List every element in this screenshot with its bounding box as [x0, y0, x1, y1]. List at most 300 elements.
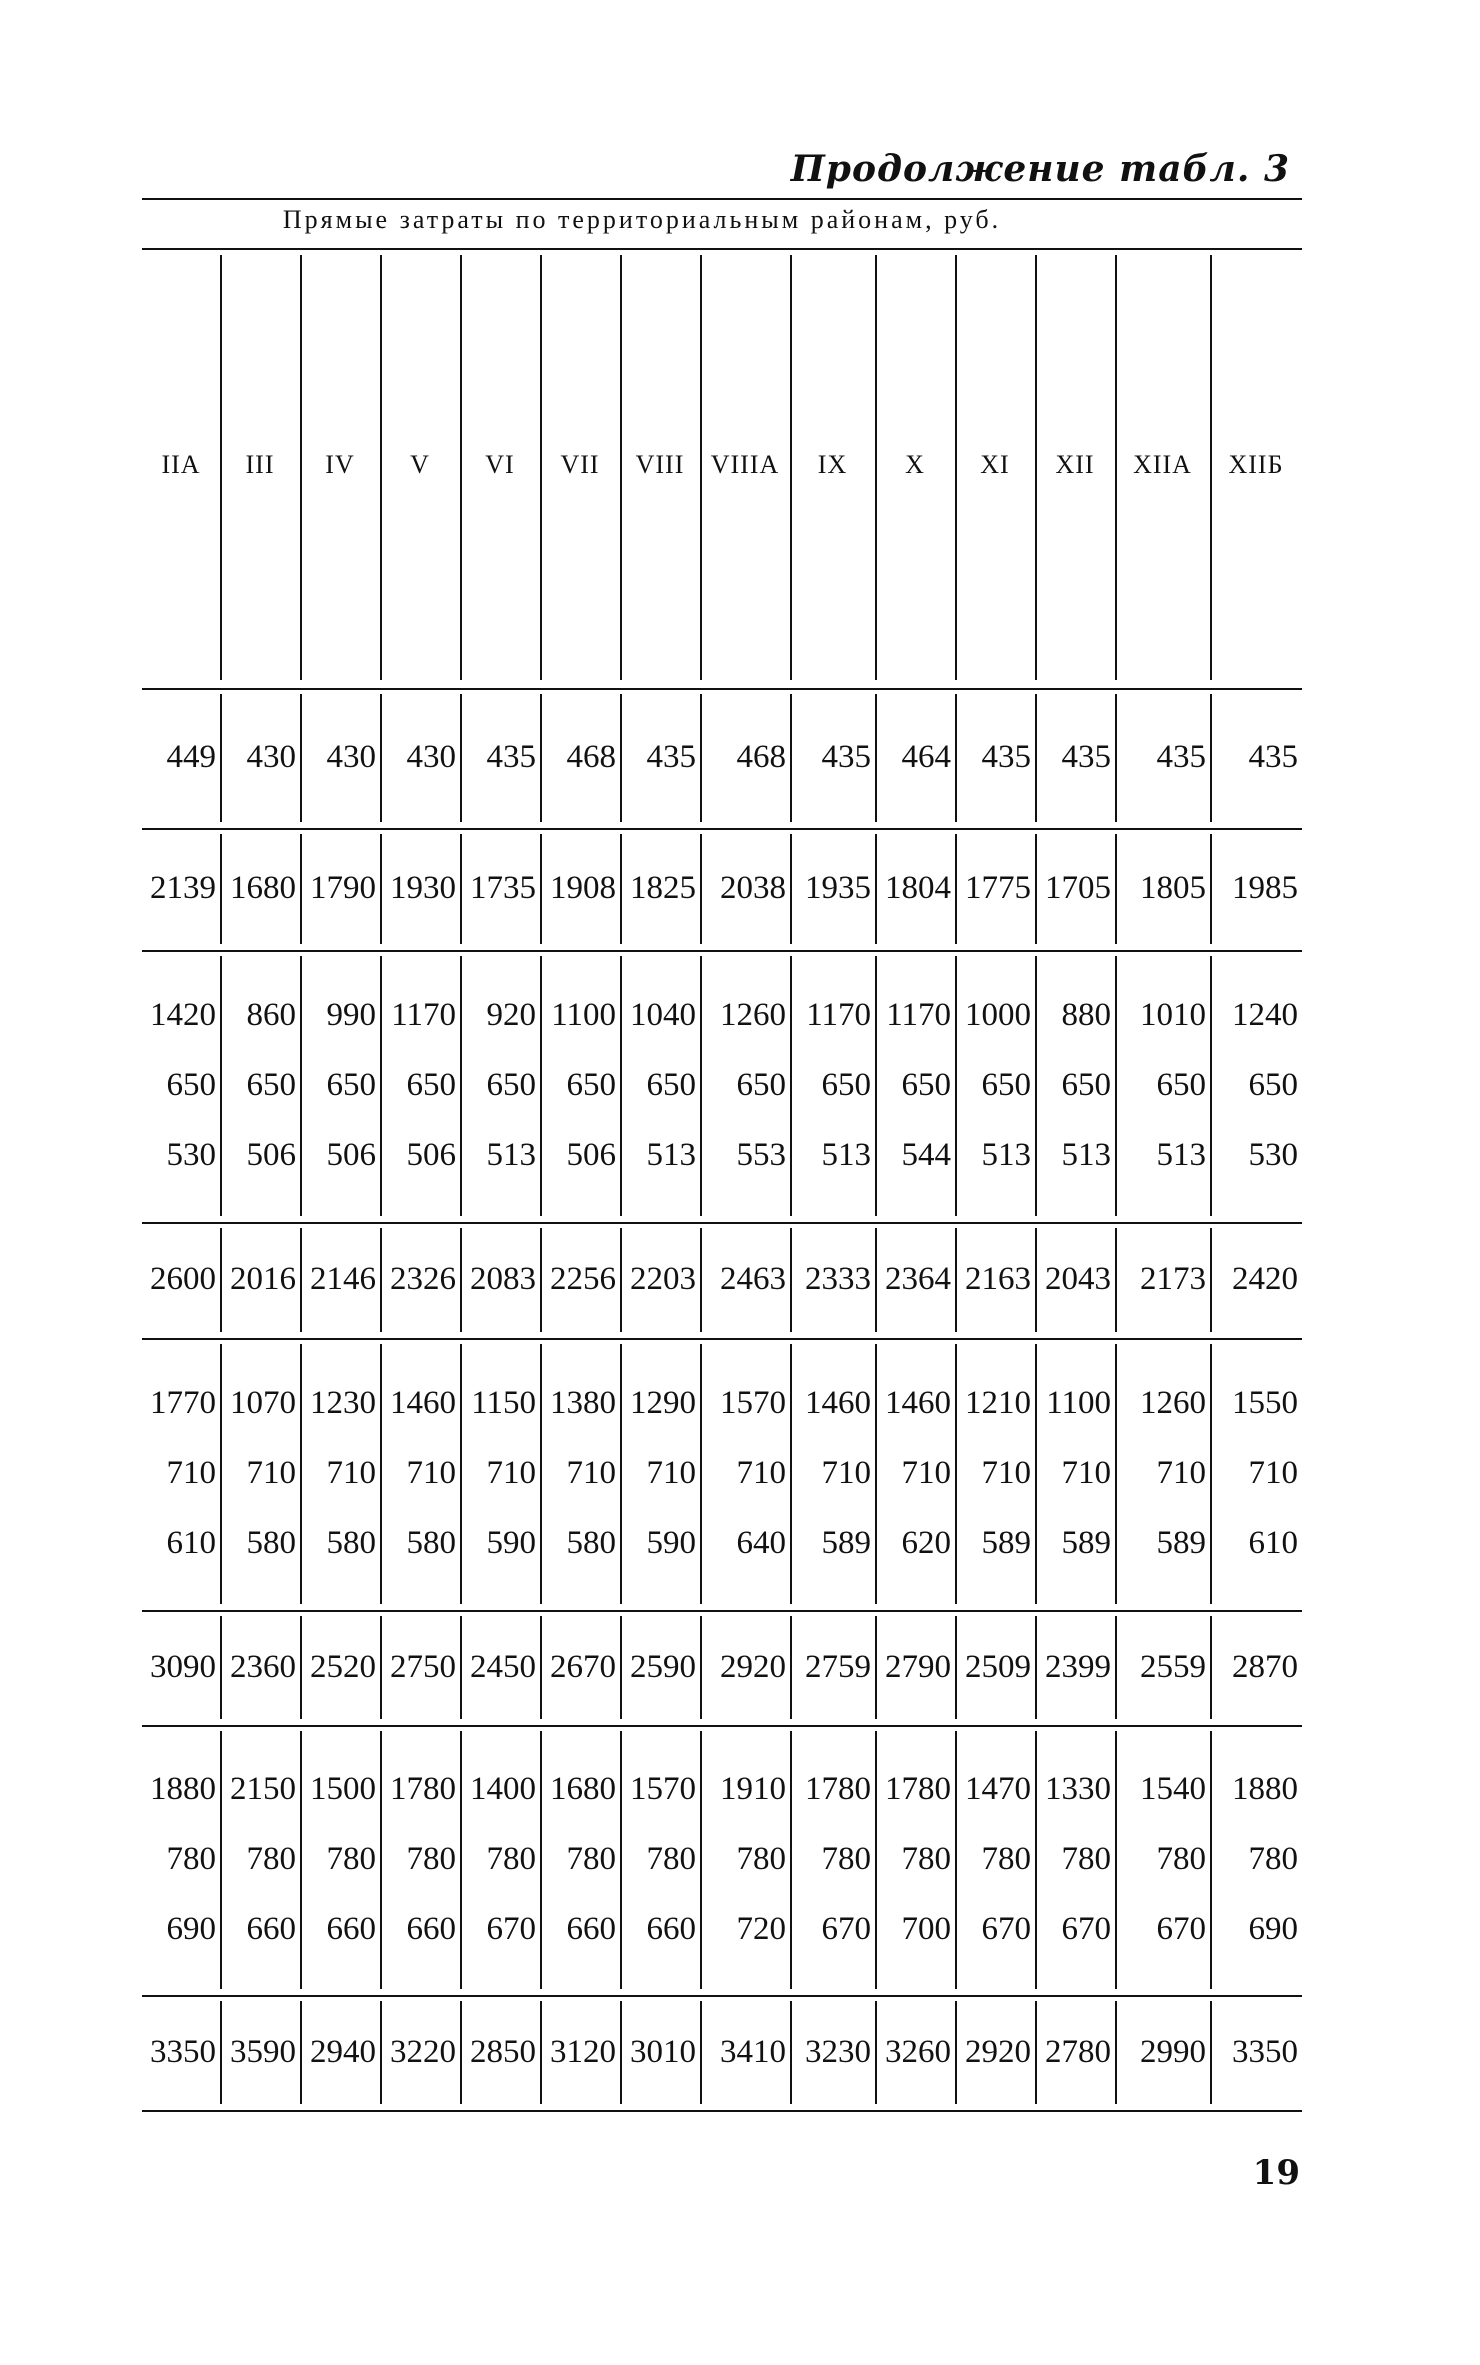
table-cell: 1790	[310, 870, 376, 906]
table-cell: 589	[821, 1525, 871, 1561]
table-cell: 650	[166, 1067, 216, 1103]
table-cell: 1470	[965, 1771, 1031, 1807]
table-cell: 670	[1061, 1911, 1111, 1947]
table-cell: 435	[1061, 739, 1111, 775]
table-cell: 1400	[470, 1771, 536, 1807]
header-bottom-rule	[142, 688, 1302, 690]
table-cell: 710	[406, 1455, 456, 1491]
column-divider	[460, 956, 462, 1216]
column-divider	[955, 1731, 957, 1989]
table-cell: 660	[566, 1911, 616, 1947]
column-divider	[460, 1616, 462, 1719]
column-divider	[460, 1228, 462, 1332]
table-cell: 468	[736, 739, 786, 775]
table-cell: 780	[646, 1841, 696, 1877]
table-cell: 513	[821, 1137, 871, 1173]
column-divider	[1035, 1731, 1037, 1989]
table-cell: 710	[326, 1455, 376, 1491]
table-cell: 660	[246, 1911, 296, 1947]
table-cell: 3120	[550, 2033, 616, 2070]
table-cell: 2038	[720, 870, 786, 906]
column-divider	[790, 1228, 792, 1332]
column-divider	[955, 1344, 957, 1604]
table-cell: 650	[406, 1067, 456, 1103]
column-divider	[460, 2001, 462, 2104]
group-rule	[142, 2110, 1302, 2112]
column-divider	[790, 834, 792, 944]
table-cell: 1210	[965, 1385, 1031, 1421]
column-divider	[380, 1344, 382, 1604]
table-cell: 1170	[391, 997, 456, 1033]
group-rule	[142, 1610, 1302, 1612]
table-cell: 2399	[1045, 1648, 1111, 1685]
group-rule	[142, 1995, 1302, 1997]
table-cell: 2203	[630, 1261, 696, 1297]
table-cell: 1460	[390, 1385, 456, 1421]
column-divider	[220, 1731, 222, 1989]
table-cell: 3260	[885, 2033, 951, 2070]
column-divider	[1210, 2001, 1212, 2104]
table-cell: 650	[566, 1067, 616, 1103]
column-divider	[620, 1344, 622, 1604]
table-cell: 1880	[150, 1771, 216, 1807]
table-cell: 710	[821, 1455, 871, 1491]
table-cell: 1805	[1140, 870, 1206, 906]
column-divider	[540, 1731, 542, 1989]
table-cell: 660	[326, 1911, 376, 1947]
table-cell: 435	[646, 739, 696, 775]
table-cell: 1908	[550, 870, 616, 906]
table-cell: 1705	[1045, 870, 1111, 906]
table-cell: 590	[486, 1525, 536, 1561]
table-cell: 1240	[1232, 997, 1298, 1033]
column-header: VIIIА	[710, 450, 780, 479]
column-divider	[380, 1616, 382, 1719]
table-cell: 1500	[310, 1771, 376, 1807]
table-cell: 580	[406, 1525, 456, 1561]
table-cell: 650	[1061, 1067, 1111, 1103]
column-header: III	[245, 450, 275, 479]
table-cell: 650	[821, 1067, 871, 1103]
column-header: IIА	[161, 450, 201, 479]
table-cell: 670	[486, 1911, 536, 1947]
table-cell: 2600	[150, 1261, 216, 1297]
header-column-divider	[790, 255, 792, 680]
column-divider	[1210, 1616, 1212, 1719]
table-cell: 710	[166, 1455, 216, 1491]
table-cell: 690	[1248, 1911, 1298, 1947]
table-cell: 1100	[551, 997, 616, 1033]
header-column-divider	[875, 255, 877, 680]
table-cell: 506	[406, 1137, 456, 1173]
table-cell: 3090	[150, 1648, 216, 1685]
column-header: IX	[817, 450, 848, 479]
column-divider	[620, 1616, 622, 1719]
table-cell: 589	[1156, 1525, 1206, 1561]
table-cell: 1330	[1045, 1771, 1111, 1807]
table-cell: 3350	[1232, 2033, 1298, 2070]
column-divider	[875, 1228, 877, 1332]
header-column-divider	[380, 255, 382, 680]
header-column-divider	[540, 255, 542, 680]
table-cell: 1150	[471, 1385, 536, 1421]
table-cell: 513	[646, 1137, 696, 1173]
column-divider	[300, 956, 302, 1216]
table-cell: 2780	[1045, 2033, 1111, 2070]
table-cell: 1170	[886, 997, 951, 1033]
header-column-divider	[460, 255, 462, 680]
header-column-divider	[1035, 255, 1037, 680]
column-divider	[790, 694, 792, 822]
table-cell: 650	[981, 1067, 1031, 1103]
table-cell: 464	[901, 739, 951, 775]
column-divider	[875, 2001, 877, 2104]
table-cell: 2043	[1045, 1261, 1111, 1297]
column-divider	[700, 956, 702, 1216]
column-divider	[1115, 1731, 1117, 1989]
table-cell: 435	[1248, 739, 1298, 775]
column-divider	[1210, 694, 1212, 822]
table-cell: 1985	[1232, 870, 1298, 906]
table-cell: 710	[981, 1455, 1031, 1491]
column-divider	[300, 834, 302, 944]
table-cell: 2360	[230, 1648, 296, 1685]
table-cell: 780	[566, 1841, 616, 1877]
table-cell: 1540	[1140, 1771, 1206, 1807]
column-divider	[790, 1344, 792, 1604]
table-cell: 2670	[550, 1648, 616, 1685]
table-cell: 1780	[805, 1771, 871, 1807]
table-cell: 690	[166, 1911, 216, 1947]
table-cell: 780	[821, 1841, 871, 1877]
table-cell: 3220	[390, 2033, 456, 2070]
table-cell: 1680	[230, 870, 296, 906]
page-number: 19	[1252, 2153, 1300, 2193]
column-divider	[460, 1344, 462, 1604]
table-cell: 580	[566, 1525, 616, 1561]
table-cell: 468	[566, 739, 616, 775]
table-cell: 1735	[470, 870, 536, 906]
column-divider	[540, 1616, 542, 1719]
table-cell: 2173	[1140, 1261, 1206, 1297]
table-cell: 990	[326, 997, 376, 1033]
table-cell: 1460	[805, 1385, 871, 1421]
column-divider	[380, 1228, 382, 1332]
header-column-divider	[700, 255, 702, 680]
table-cell: 435	[981, 739, 1031, 775]
table-cell: 2256	[550, 1261, 616, 1297]
column-divider	[875, 1344, 877, 1604]
header-column-divider	[1115, 255, 1117, 680]
table-cell: 1770	[150, 1385, 216, 1421]
table-cell: 430	[326, 739, 376, 775]
table-cell: 1000	[965, 997, 1031, 1033]
column-divider	[1035, 834, 1037, 944]
column-divider	[300, 1731, 302, 1989]
column-divider	[1115, 956, 1117, 1216]
table-cell: 650	[326, 1067, 376, 1103]
table-cell: 1880	[1232, 1771, 1298, 1807]
column-divider	[875, 694, 877, 822]
table-cell: 3590	[230, 2033, 296, 2070]
column-divider	[300, 1616, 302, 1719]
table-cell: 3230	[805, 2033, 871, 2070]
table-cell: 920	[486, 997, 536, 1033]
column-header: V	[410, 450, 430, 479]
table-cell: 2750	[390, 1648, 456, 1685]
table-cell: 660	[406, 1911, 456, 1947]
table-cell: 610	[166, 1525, 216, 1561]
column-divider	[620, 694, 622, 822]
table-caption: Продолжение табл. 3	[790, 148, 1290, 190]
table-cell: 1380	[550, 1385, 616, 1421]
table-cell: 2920	[965, 2033, 1031, 2070]
group-rule	[142, 1338, 1302, 1340]
table-cell: 544	[901, 1137, 951, 1173]
column-divider	[300, 1228, 302, 1332]
table-cell: 1290	[630, 1385, 696, 1421]
table-cell: 780	[1156, 1841, 1206, 1877]
column-divider	[380, 694, 382, 822]
table-cell: 650	[901, 1067, 951, 1103]
table-cell: 780	[326, 1841, 376, 1877]
column-divider	[460, 1731, 462, 1989]
table-cell: 430	[246, 739, 296, 775]
column-divider	[1210, 1344, 1212, 1604]
table-cell: 710	[566, 1455, 616, 1491]
table-cell: 780	[166, 1841, 216, 1877]
column-divider	[700, 834, 702, 944]
group-rule	[142, 950, 1302, 952]
table-cell: 780	[901, 1841, 951, 1877]
column-divider	[460, 694, 462, 822]
table-cell: 2759	[805, 1648, 871, 1685]
table-cell: 650	[486, 1067, 536, 1103]
column-divider	[875, 956, 877, 1216]
column-divider	[955, 956, 957, 1216]
table-cell: 580	[246, 1525, 296, 1561]
table-cell: 2083	[470, 1261, 536, 1297]
table-cell: 2326	[390, 1261, 456, 1297]
table-cell: 670	[821, 1911, 871, 1947]
column-divider	[220, 834, 222, 944]
column-divider	[700, 1731, 702, 1989]
table-cell: 710	[901, 1455, 951, 1491]
table-cell: 1260	[720, 997, 786, 1033]
table-cell: 506	[566, 1137, 616, 1173]
column-divider	[1035, 1228, 1037, 1332]
table-cell: 1550	[1232, 1385, 1298, 1421]
column-divider	[540, 2001, 542, 2104]
table-cell: 1070	[230, 1385, 296, 1421]
table-cell: 650	[1248, 1067, 1298, 1103]
table-cell: 2990	[1140, 2033, 1206, 2070]
column-divider	[220, 1344, 222, 1604]
column-divider	[380, 1731, 382, 1989]
table-cell: 1100	[1046, 1385, 1111, 1421]
column-divider	[955, 2001, 957, 2104]
table-cell: 589	[1061, 1525, 1111, 1561]
table-cell: 650	[646, 1067, 696, 1103]
table-cell: 2146	[310, 1261, 376, 1297]
column-divider	[540, 694, 542, 822]
column-divider	[380, 2001, 382, 2104]
table-cell: 1570	[630, 1771, 696, 1807]
table-cell: 506	[246, 1137, 296, 1173]
table-cell: 1680	[550, 1771, 616, 1807]
table-cell: 2520	[310, 1648, 376, 1685]
column-divider	[1035, 2001, 1037, 2104]
table-cell: 513	[1061, 1137, 1111, 1173]
column-divider	[790, 1731, 792, 1989]
column-header: IV	[325, 450, 355, 479]
top-rule	[142, 198, 1302, 200]
column-divider	[955, 1228, 957, 1332]
table-cell: 3350	[150, 2033, 216, 2070]
table-cell: 2016	[230, 1261, 296, 1297]
table-cell: 670	[1156, 1911, 1206, 1947]
column-divider	[1115, 834, 1117, 944]
table-cell: 3410	[720, 2033, 786, 2070]
group-rule	[142, 1222, 1302, 1224]
table-cell: 1570	[720, 1385, 786, 1421]
column-divider	[620, 1731, 622, 1989]
column-header: XI	[980, 450, 1010, 479]
table-cell: 513	[486, 1137, 536, 1173]
group-header: Прямые затраты по территориальным районам, руб.	[282, 205, 1002, 234]
column-divider	[540, 956, 542, 1216]
table-cell: 506	[326, 1137, 376, 1173]
table-cell: 610	[1248, 1525, 1298, 1561]
table-cell: 710	[486, 1455, 536, 1491]
column-divider	[300, 694, 302, 822]
table-cell: 710	[646, 1455, 696, 1491]
table-cell: 590	[646, 1525, 696, 1561]
table-cell: 780	[981, 1841, 1031, 1877]
column-divider	[875, 1731, 877, 1989]
column-header: XIIА	[1133, 450, 1192, 479]
column-divider	[1035, 956, 1037, 1216]
table-cell: 780	[1248, 1841, 1298, 1877]
column-divider	[1115, 2001, 1117, 2104]
column-header: VIII	[635, 450, 685, 479]
table-cell: 2920	[720, 1648, 786, 1685]
table-cell: 880	[1061, 997, 1111, 1033]
table-cell: 2150	[230, 1771, 296, 1807]
table-cell: 553	[736, 1137, 786, 1173]
table-cell: 2463	[720, 1261, 786, 1297]
table-cell: 2850	[470, 2033, 536, 2070]
table-cell: 1780	[390, 1771, 456, 1807]
table-cell: 1804	[885, 870, 951, 906]
table-cell: 1930	[390, 870, 456, 906]
column-divider	[1210, 956, 1212, 1216]
table-cell: 780	[736, 1841, 786, 1877]
table-cell: 1170	[806, 997, 871, 1033]
column-divider	[540, 1344, 542, 1604]
table-cell: 2509	[965, 1648, 1031, 1685]
column-divider	[790, 956, 792, 1216]
table-cell: 780	[246, 1841, 296, 1877]
table-cell: 1460	[885, 1385, 951, 1421]
column-divider	[875, 1616, 877, 1719]
table-cell: 2590	[630, 1648, 696, 1685]
column-divider	[790, 1616, 792, 1719]
column-header: X	[905, 450, 925, 479]
table-cell: 640	[736, 1525, 786, 1561]
column-divider	[220, 956, 222, 1216]
table-cell: 1775	[965, 870, 1031, 906]
table-cell: 2139	[150, 870, 216, 906]
column-divider	[1115, 1344, 1117, 1604]
table-cell: 435	[821, 739, 871, 775]
column-divider	[220, 1228, 222, 1332]
table-cell: 1260	[1140, 1385, 1206, 1421]
table-cell: 710	[1248, 1455, 1298, 1491]
column-header: XIIБ	[1228, 450, 1284, 479]
table-cell: 2940	[310, 2033, 376, 2070]
table-cell: 530	[166, 1137, 216, 1173]
table-cell: 650	[736, 1067, 786, 1103]
table-cell: 620	[901, 1525, 951, 1561]
column-divider	[955, 694, 957, 822]
column-divider	[1035, 1344, 1037, 1604]
table-cell: 530	[1248, 1137, 1298, 1173]
table-cell: 513	[1156, 1137, 1206, 1173]
column-header: XII	[1055, 450, 1095, 479]
table-cell: 860	[246, 997, 296, 1033]
table-cell: 720	[736, 1911, 786, 1947]
table-cell: 650	[1156, 1067, 1206, 1103]
table-cell: 710	[246, 1455, 296, 1491]
column-divider	[220, 2001, 222, 2104]
column-divider	[620, 834, 622, 944]
column-divider	[1035, 1616, 1037, 1719]
header-column-divider	[1210, 255, 1212, 680]
table-cell: 430	[406, 739, 456, 775]
table-cell: 1935	[805, 870, 871, 906]
group-rule	[142, 1725, 1302, 1727]
column-divider	[540, 834, 542, 944]
column-divider	[1115, 1616, 1117, 1719]
column-divider	[700, 2001, 702, 2104]
column-divider	[1210, 834, 1212, 944]
table-cell: 2559	[1140, 1648, 1206, 1685]
table-cell: 650	[246, 1067, 296, 1103]
table-cell: 435	[486, 739, 536, 775]
column-divider	[700, 1344, 702, 1604]
table-cell: 710	[1156, 1455, 1206, 1491]
column-divider	[300, 2001, 302, 2104]
table-cell: 435	[1156, 739, 1206, 775]
table-cell: 1910	[720, 1771, 786, 1807]
table-cell: 1825	[630, 870, 696, 906]
column-divider	[1115, 1228, 1117, 1332]
table-cell: 780	[1061, 1841, 1111, 1877]
table-cell: 2333	[805, 1261, 871, 1297]
column-divider	[790, 2001, 792, 2104]
column-divider	[620, 1228, 622, 1332]
table-cell: 2163	[965, 1261, 1031, 1297]
table-cell: 1420	[150, 997, 216, 1033]
column-divider	[620, 2001, 622, 2104]
column-divider	[1210, 1731, 1212, 1989]
table-cell: 2790	[885, 1648, 951, 1685]
table-cell: 780	[486, 1841, 536, 1877]
table-cell: 2364	[885, 1261, 951, 1297]
column-divider	[220, 694, 222, 822]
table-cell: 449	[166, 739, 216, 775]
